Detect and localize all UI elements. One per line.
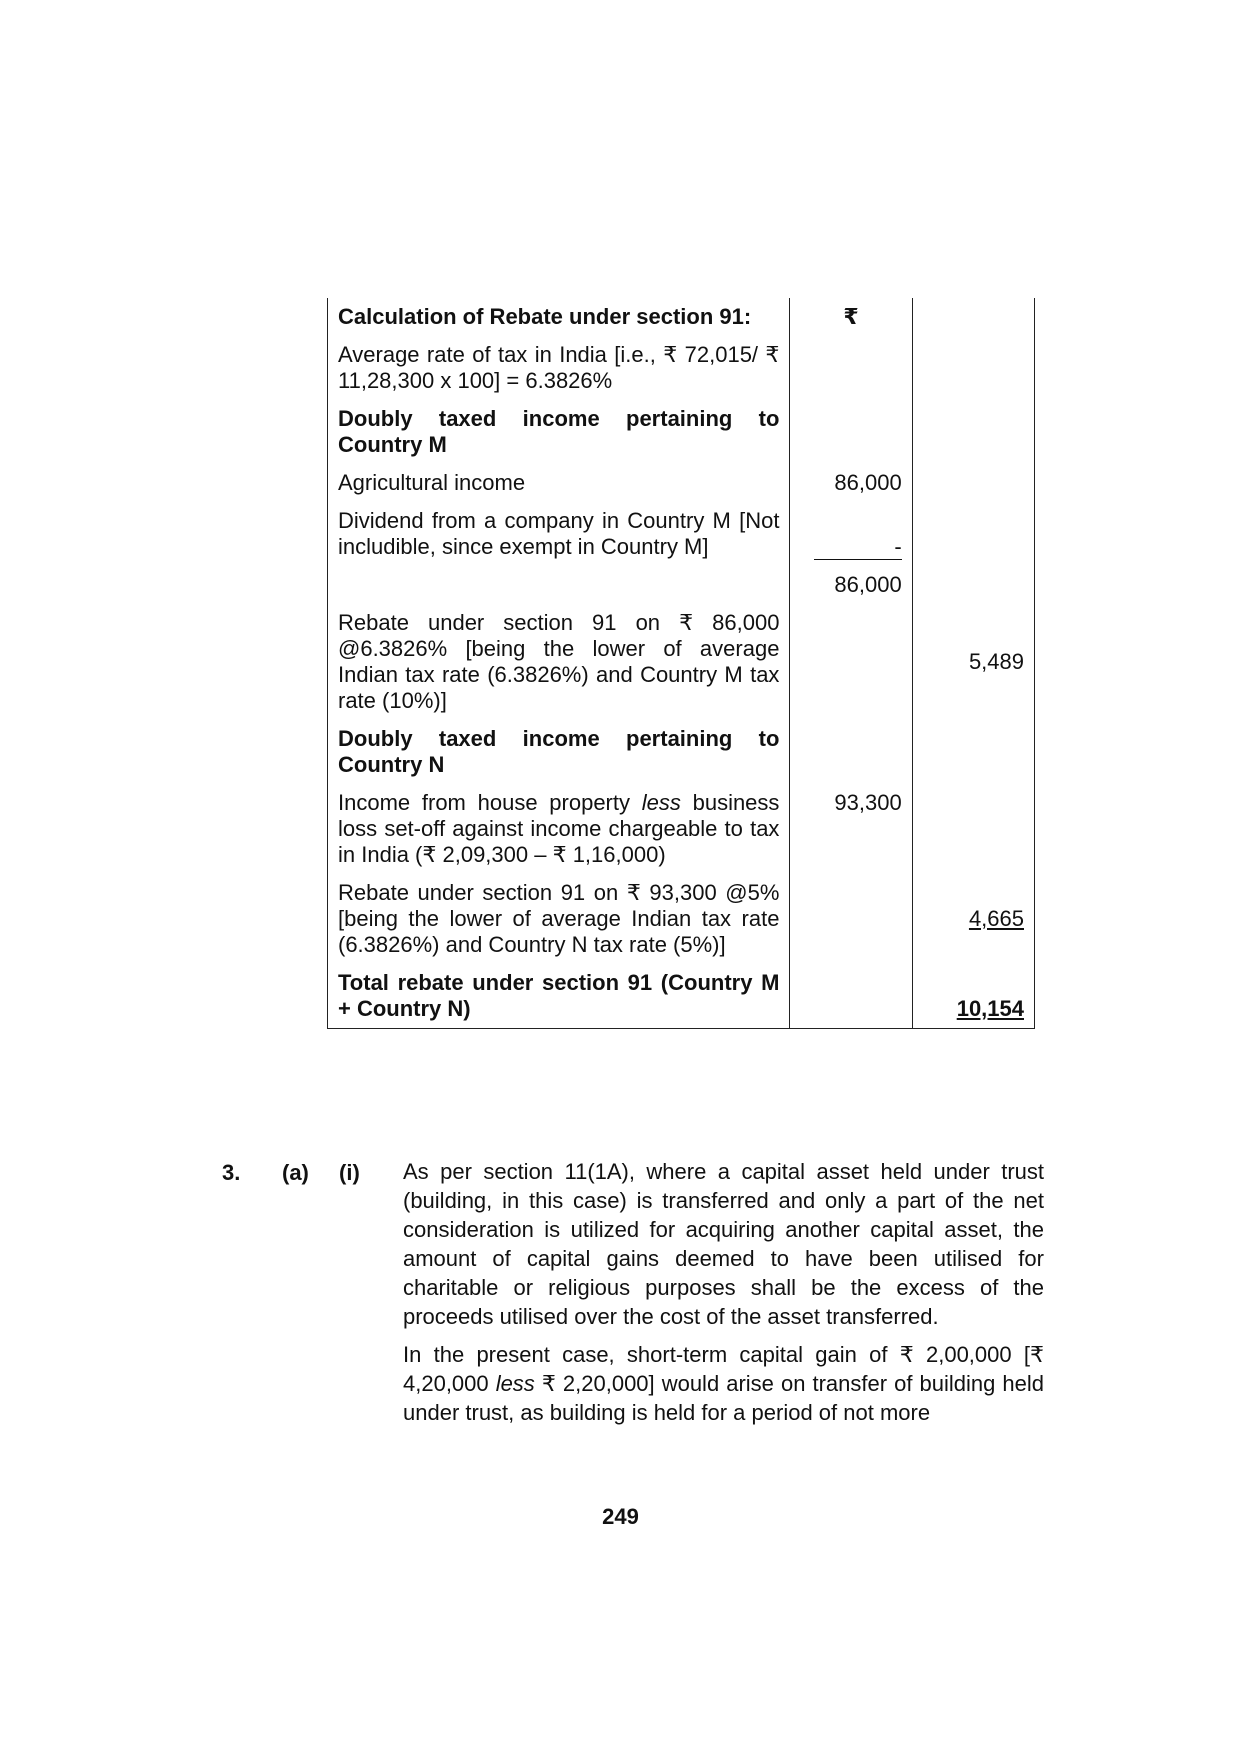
house-property-amount: 93,300 <box>790 784 912 874</box>
table-row <box>328 502 1035 566</box>
table-heading: Calculation of Rebate under section 91: <box>328 298 790 336</box>
table-row <box>328 566 1035 604</box>
total-rebate-label: Total rebate under section 91 (Country M + Country N) <box>328 964 790 1029</box>
table-row <box>328 604 1035 720</box>
total-rebate-amount: 10,154 <box>956 996 1024 1021</box>
table-row <box>328 298 1035 336</box>
table-row <box>328 720 1035 784</box>
average-rate-text: Average rate of tax in India [i.e., ₹ 72,015/ ₹ 11,28,300 x 100] = 6.3826% <box>328 336 790 400</box>
currency-header: ₹ <box>790 298 912 336</box>
rebate-calculation-table <box>327 298 1035 1029</box>
table-row <box>328 336 1035 400</box>
table-row <box>328 784 1035 874</box>
dividend-amount: - <box>814 535 902 560</box>
table-row <box>328 400 1035 464</box>
answer-paragraph-2: In the present case, short-term capital gain of ₹ 2,00,000 [₹ 4,20,000 less ₹ 2,20,000] would arise on transfer of building held under trust, as building is held for a period of not more <box>403 1342 1044 1425</box>
page-number: 249 <box>602 1504 639 1529</box>
question-part: (a) <box>282 1160 309 1185</box>
table-row <box>328 874 1035 964</box>
question-subpart: (i) <box>339 1160 360 1185</box>
agricultural-income-label: Agricultural income <box>328 464 790 502</box>
house-property-label: Income from house property less business loss set-off against income chargeable to tax in India (₹ 2,09,300 – ₹ 1,16,000) <box>328 784 790 874</box>
rebate-country-m-amount: 5,489 <box>912 604 1034 720</box>
agricultural-income-amount: 86,000 <box>790 464 912 502</box>
question-number: 3. <box>222 1160 241 1185</box>
country-n-heading: Doubly taxed income pertaining to Country N <box>328 720 790 784</box>
rebate-country-m-label: Rebate under section 91 on ₹ 86,000 @6.3826% [being the lower of average Indian tax rate (6.3826%) and Country M tax rate (10%)] <box>328 604 790 720</box>
rebate-country-n-amount: 4,665 <box>968 906 1024 931</box>
answer-paragraph-1: As per section 11(1A), where a capital asset held under trust (building, in this case) is transferred and only a part of the net consideration is utilized for acquiring another capital asset, the amount of capital gains deemed to have been utilised for charitable or religious purposes shall be the excess of the proceeds utilised over the cost of the asset transferred. <box>403 1159 1044 1329</box>
table-row <box>328 964 1035 1029</box>
country-m-heading: Doubly taxed income pertaining to Country M <box>328 400 790 464</box>
rebate-country-n-label: Rebate under section 91 on ₹ 93,300 @5% [being the lower of average Indian tax rate (6.3826%) and Country N tax rate (5%)] <box>328 874 790 964</box>
dividend-label: Dividend from a company in Country M [Not includible, since exempt in Country M] <box>328 502 790 566</box>
subtotal-country-m: 86,000 <box>790 566 912 604</box>
table-row <box>328 464 1035 502</box>
